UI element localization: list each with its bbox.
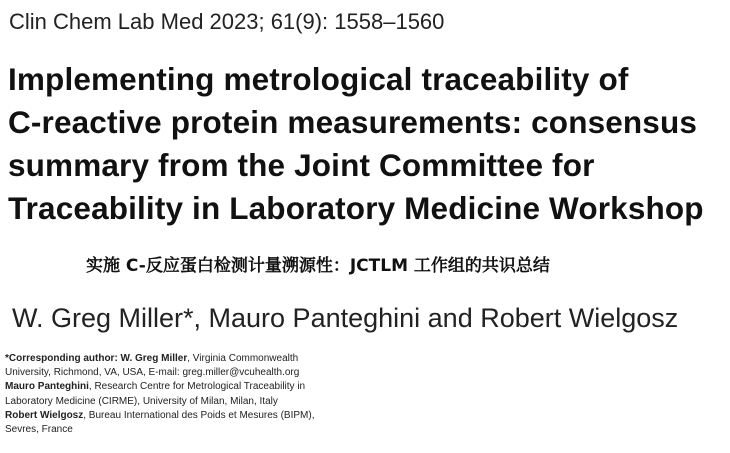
journal-citation: Clin Chem Lab Med 2023; 61(9): 1558–1560 bbox=[9, 9, 445, 34]
affiliation-line bbox=[5, 380, 345, 394]
article-title-line-2: C-reactive protein measurements: consensus bbox=[8, 104, 698, 140]
article-title-line-3: summary from the Joint Committee for bbox=[8, 147, 595, 183]
affiliation-text: , Virginia Commonwealth bbox=[187, 353, 299, 364]
corresponding-author-label: *Corresponding author: W. Greg Miller bbox=[5, 353, 188, 364]
affiliations-block bbox=[5, 352, 345, 437]
author-name: Mauro Panteghini bbox=[5, 381, 89, 393]
article-title bbox=[8, 58, 724, 230]
affiliation-line bbox=[5, 409, 345, 423]
affiliation-line bbox=[5, 352, 345, 366]
article-title-line-4: Traceability in Laboratory Medicine Workshop bbox=[8, 190, 704, 226]
affiliation-line: University, Richmond, VA, USA, E-mail: greg.miller@vcuhealth.org bbox=[5, 367, 300, 379]
author-name: Robert Wielgosz bbox=[5, 409, 84, 421]
affiliation-line: Laboratory Medicine (CIRME), University of Milan, Milan, Italy bbox=[5, 395, 278, 407]
article-title-line-1: Implementing metrological traceability of bbox=[8, 61, 629, 97]
affiliation-text: , Bureau International des Poids et Mesures (BIPM), bbox=[83, 409, 315, 421]
chinese-title: 实施 C-反应蛋白检测计量溯源性：JCTLM 工作组的共识总结 bbox=[86, 256, 550, 276]
author-list: W. Greg Miller*, Mauro Panteghini and Robert Wielgosz bbox=[12, 303, 679, 333]
affiliation-text: , Research Centre for Metrological Traceability in bbox=[88, 381, 306, 393]
affiliation-line: Sevres, France bbox=[5, 424, 73, 436]
